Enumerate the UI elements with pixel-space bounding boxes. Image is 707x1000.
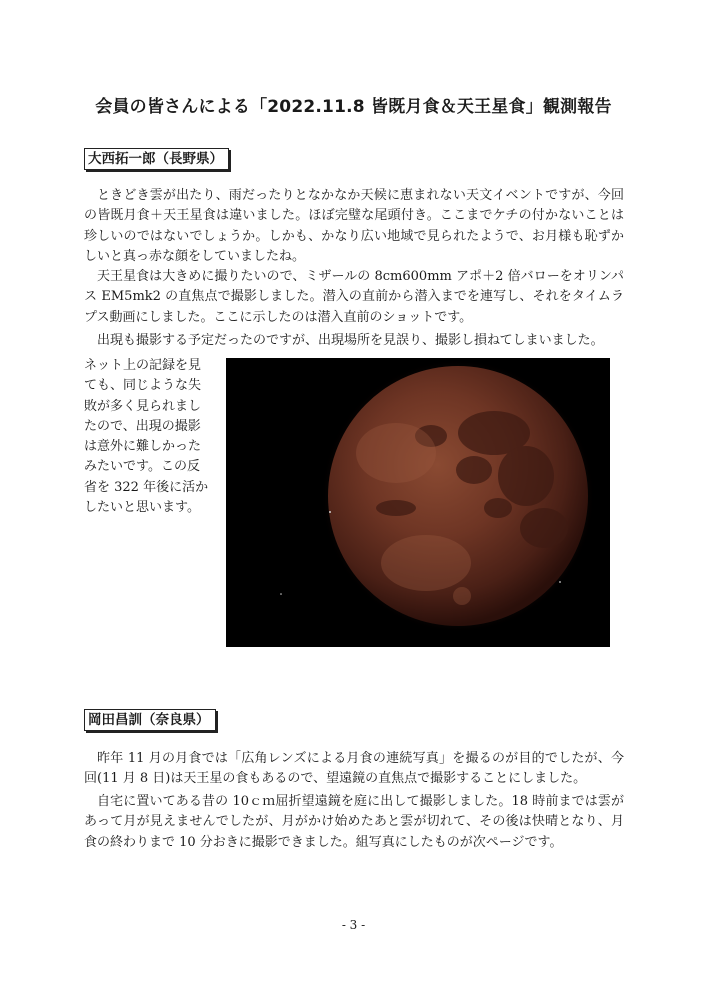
lunar-eclipse-photo [226, 358, 610, 647]
page-title: 会員の皆さんによる「2022.11.8 皆既月食＆天王星食」観測報告 [95, 97, 612, 117]
paragraph: ときどき雲が出たり、雨だったりとなかなか天候に恵まれない天文イベントですが、今回の皆既月食＋天王星食は違いました。ほぼ完璧な尾頭付き。ここまでケチの付かないことは珍しいのではないでしょうか。しかも、かなり広い地域で見られたようで、お月様も恥ずかしいと真っ赤な顔をしていましたね。 [84, 188, 624, 264]
side-paragraph: ネット上の記録を見ても、同じような失敗が多く見られましたので、出現の撮影は意外に難しかったみたいです。この反省を 322 年後に活かしたいと思います。 [84, 358, 209, 516]
author-name-okada: 岡田昌訓（奈良県） [84, 709, 216, 731]
paragraph: 自宅に置いてある昔の 10ｃｍ屈折望遠鏡を庭に出して撮影しました。18 時前までは雲があって月が見えませんでしたが、月がかけ始めたあと雲が切れて、その後は快晴となり、月食の終わりまで 10 分おきに撮影できました。組写真にしたものが次ページです。 [84, 794, 624, 850]
page-number: - 3 - [341, 918, 366, 932]
paragraph: 出現も撮影する予定だったのですが、出現場所を見誤り、撮影し損ねてしまいました。 [97, 333, 604, 348]
author-name-onishi: 大西拓一郎（長野県） [84, 148, 229, 170]
paragraph: 昨年 11 月の月食では「広角レンズによる月食の連続写真」を撮るのが目的でしたが、今回(11 月 8 日)は天王星の食もあるので、望遠鏡の直焦点で撮影することにしました。 [84, 751, 624, 787]
paragraph: 天王星食は大きめに撮りたいので、ミザールの 8cm600mm アポ＋2 倍バローをオリンパス EM5mk2 の直焦点で撮影しました。潜入の直前から潜入までを連写し、それをタイムラプス動画にしました。ここに示したのは潜入直前のショットです。 [84, 269, 624, 325]
